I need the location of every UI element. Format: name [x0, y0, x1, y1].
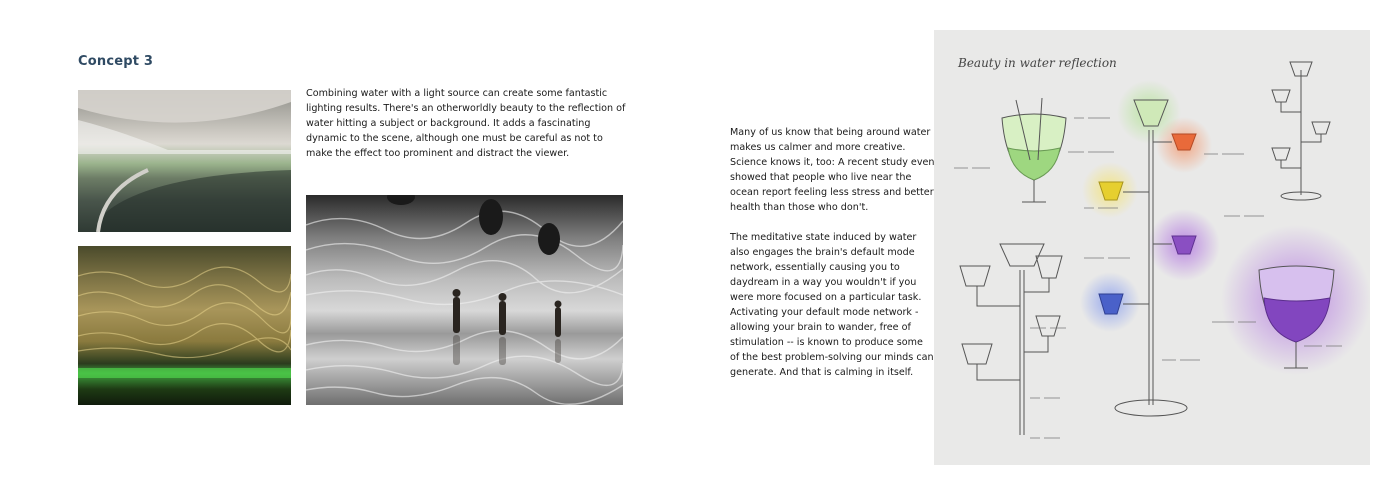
sketch-title: Beauty in water reflection — [958, 56, 1117, 70]
meditative-paragraph: The meditative state induced by water also engages the brain's default mode network, essentially causing you to daydream in a way you wouldn't if you were more focused on a particular task. Activating your default mode network - allowing your brain to wander, free of stimulation -- is known to produce some of the best problem-solving our minds can generate. And that is calming in itself. — [730, 232, 934, 378]
lamp-concept-sketch — [934, 30, 1370, 465]
canopy-reflection-photo — [78, 90, 291, 232]
intro-paragraph: Combining water with a light source can create some fantastic lighting results. There's an otherworldly beauty to the reflection of water hitting a subject or background. It adds a fascinating dynamic to the scene, although one must be careful as not to make the effect too prominent and distract the viewer. — [306, 88, 626, 159]
golden-water-caustics-photo — [78, 246, 291, 405]
sketch-drawing — [934, 30, 1370, 465]
water-light-installation-photo — [306, 195, 623, 405]
science-paragraph: Many of us know that being around water makes us calmer and more creative. Science knows it, too: A recent study even showed that people who live near the ocean report feeling less stress and better health than those who don't. — [730, 127, 935, 213]
page-title: Concept 3 — [78, 54, 154, 69]
